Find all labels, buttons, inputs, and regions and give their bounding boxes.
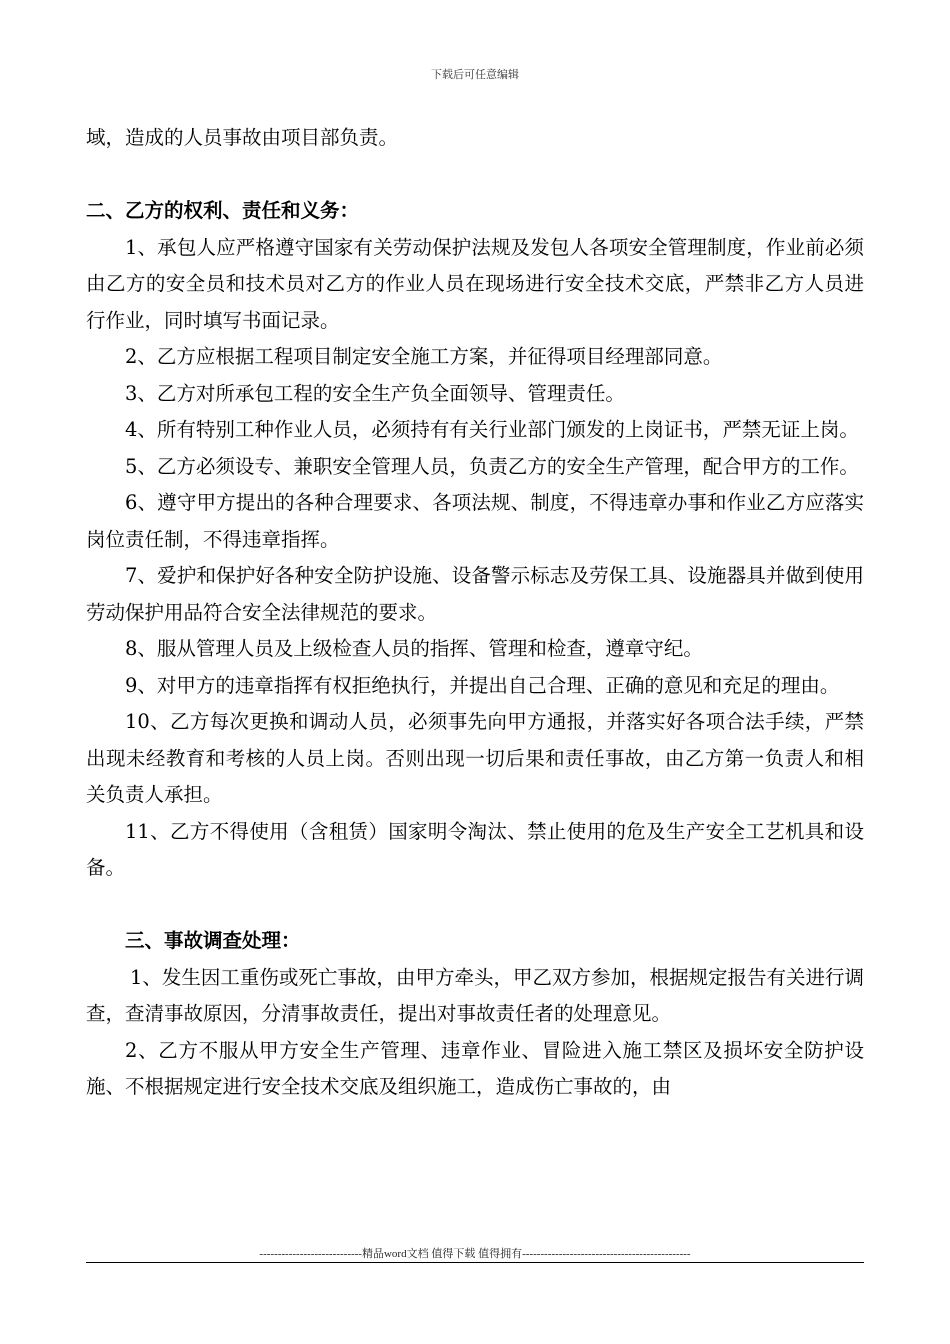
section-heading-2: 二、乙方的权利、责任和义务： <box>86 199 360 222</box>
header-note: 下载后可任意编辑 <box>431 68 519 81</box>
list-item: 1、承包人应严格遵守国家有关劳动保护法规及发包人各项安全管理制度，作业前必须由乙方的安全员和技术员对乙方的作业人员在现场进行安全技术交底，严禁非乙方人员进行作业，同时填写书面记录。 <box>86 235 864 332</box>
spacer <box>86 887 864 924</box>
list-item: 11、乙方不得使用（含租赁）国家明令淘汰、禁止使用的危及生产安全工艺机具和设备。 <box>86 819 864 879</box>
document-body <box>86 120 864 1106</box>
footer-note: ----------------------------精品word文档 值得下载 值得拥有---------------------------------------------- <box>259 1248 691 1260</box>
footer-divider <box>86 1262 864 1263</box>
list-item: 8、服从管理人员及上级检查人员的指挥、管理和检查，遵章守纪。 <box>125 637 703 660</box>
list-item: 4、所有特别工种作业人员，必须持有有关行业部门颁发的上岗证书，严禁无证上岗。 <box>125 418 859 441</box>
list-item: 3、乙方对所承包工程的安全生产负全面领导、管理责任。 <box>125 381 625 405</box>
list-item: 6、遵守甲方提出的各种合理要求、各项法规、制度，不得违章办事和作业乙方应落实岗位责任制，不得违章指挥。 <box>86 491 864 551</box>
list-item: 9、对甲方的违章指挥有权拒绝执行，并提出自己合理、正确的意见和充足的理由。 <box>125 673 840 697</box>
list-item: 1、发生因工重伤或死亡事故，由甲方牵头，甲乙双方参加，根据规定报告有关进行调查，查清事故原因，分清事故责任，提出对事故责任者的处理意见。 <box>86 965 864 1025</box>
list-item: 7、爱护和保护好各种安全防护设施、设备警示标志及劳保工具、设施器具并做到使用劳动保护用品符合安全法律规范的要求。 <box>86 564 864 624</box>
paragraph-continuation: 域，造成的人员事故由项目部负责。 <box>86 126 399 149</box>
list-item: 5、乙方必须设专、兼职安全管理人员，负责乙方的安全生产管理，配合甲方的工作。 <box>125 454 859 478</box>
list-item: 10、乙方每次更换和调动人员，必须事先向甲方通报，并落实好各项合法手续，严禁出现未经教育和考核的人员上岗。否则出现一切后果和责任事故，由乙方第一负责人和相关负责人承担。 <box>86 710 864 806</box>
section-heading-3: 三、事故调查处理： <box>125 929 301 952</box>
list-item: 2、乙方不服从甲方安全生产管理、违章作业、冒险进入施工禁区及损坏安全防护设施、不根据规定进行安全技术交底及组织施工，造成伤亡事故的，由 <box>86 1038 864 1098</box>
spacer <box>86 157 864 194</box>
list-item: 2、乙方应根据工程项目制定安全施工方案，并征得项目经理部同意。 <box>125 345 723 368</box>
